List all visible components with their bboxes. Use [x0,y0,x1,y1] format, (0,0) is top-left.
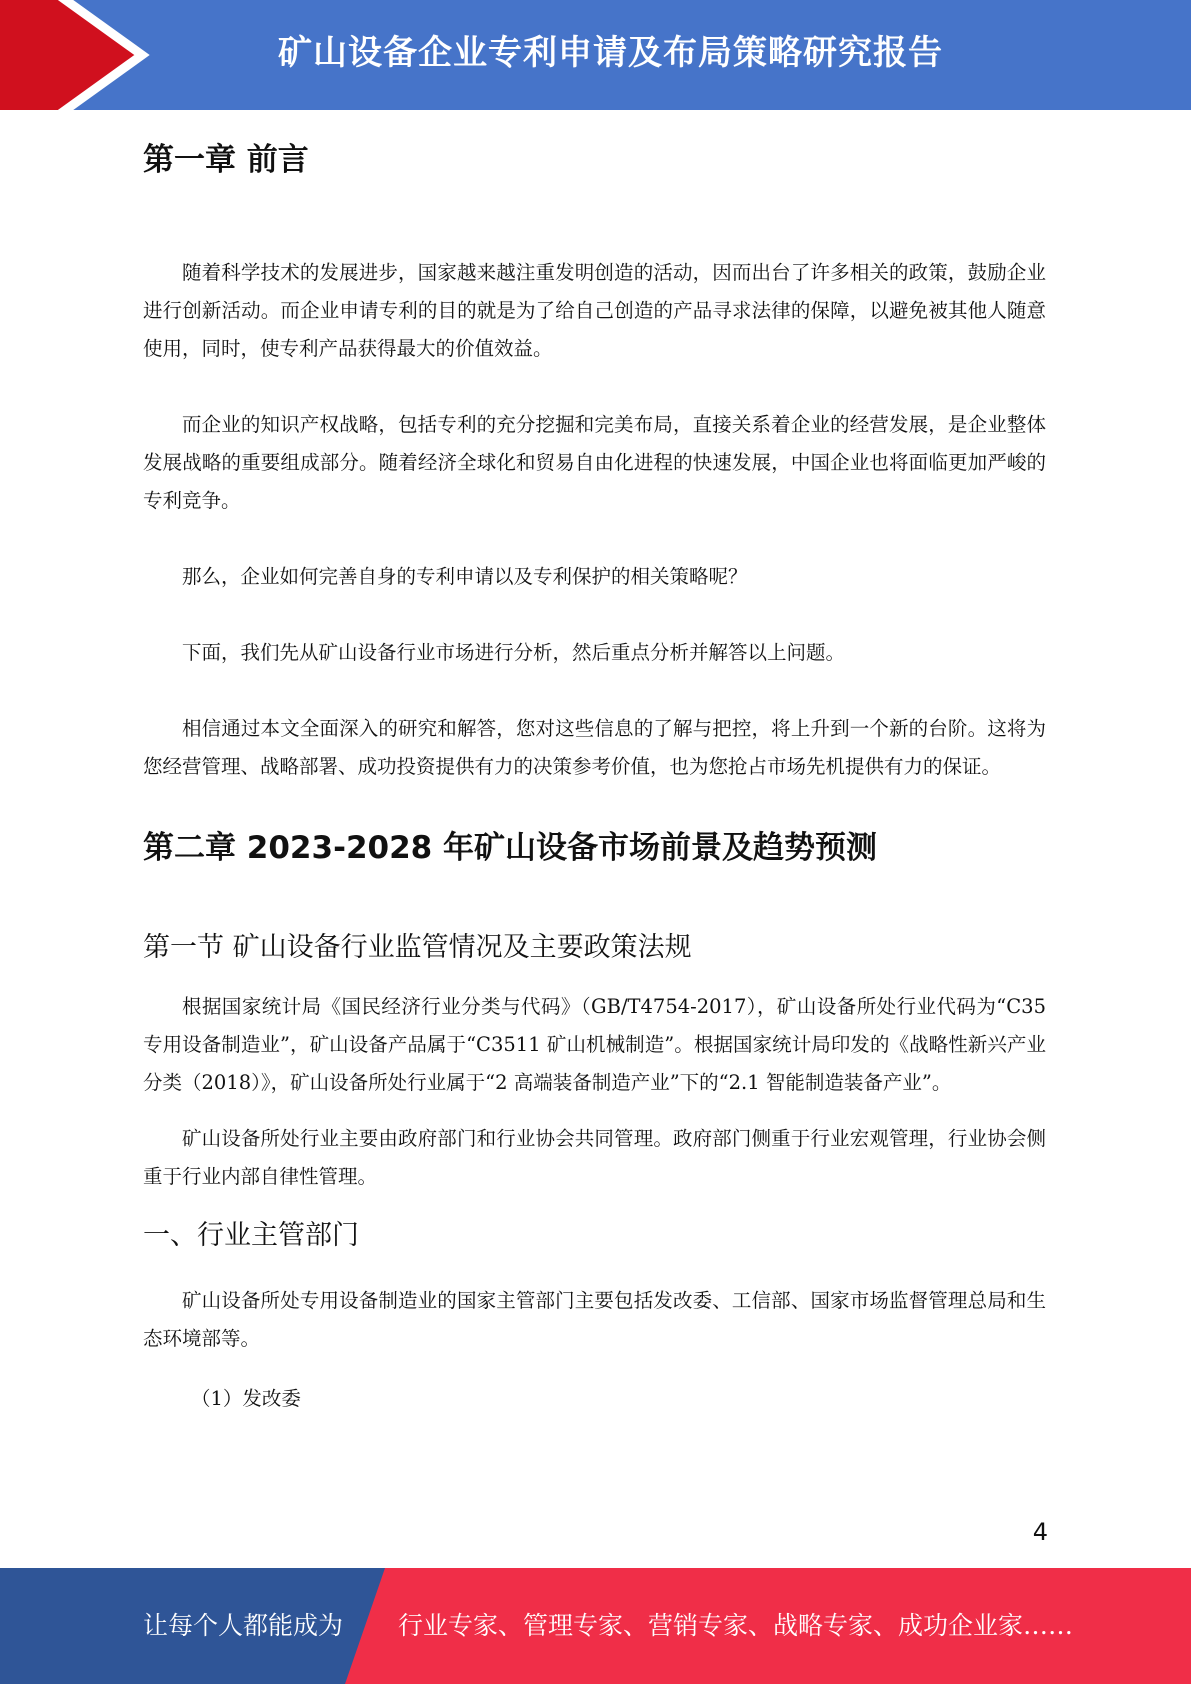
section-1-title: 第一节 矿山设备行业监管情况及主要政策法规 [143,932,692,963]
list-item: （1）发改委 [191,1387,301,1410]
paragraph: 根据国家统计局《国民经济行业分类与代码》（GB/T4754-2017），矿山设备所处行业代码为“C35 专用设备制造业”，矿山设备产品属于“C3511 矿山机械制造”。根据国家统计局印发的《战略性新兴产业分类（2018）》，矿山设备所处行业属于“2 高端装备制造产业”下的“2.1 智能制造装备产业”。 [143,995,1046,1094]
document-body [143,138,1046,1418]
paragraph: 下面，我们先从矿山设备行业市场进行分析，然后重点分析并解答以上问题。 [182,641,846,664]
report-title: 矿山设备企业专利申请及布局策略研究报告 [278,33,943,73]
paragraph: 而企业的知识产权战略，包括专利的充分挖掘和完美布局，直接关系着企业的经营发展，是企业整体发展战略的重要组成部分。随着经济全球化和贸易自由化进程的快速发展，中国企业也将面临更加严峻的专利竞争。 [143,413,1046,512]
footer-slogan-left: 让每个人都能成为 [143,1611,344,1640]
header-banner [0,0,1191,110]
page-number: 4 [1032,1518,1048,1546]
chapter-2-title: 第二章 2023-2028 年矿山设备市场前景及趋势预测 [143,830,878,866]
subsection-1-title: 一、行业主管部门 [143,1220,359,1251]
paragraph: 随着科学技术的发展进步，国家越来越注重发明创造的活动，因而出台了许多相关的政策，鼓励企业进行创新活动。而企业申请专利的目的就是为了给自己创造的产品寻求法律的保障，以避免被其他人随意使用，同时，使专利产品获得最大的价值效益。 [143,261,1046,360]
footer-banner [0,1568,1191,1684]
paragraph: 相信通过本文全面深入的研究和解答，您对这些信息的了解与把控，将上升到一个新的台阶。这将为您经营管理、战略部署、成功投资提供有力的决策参考价值，也为您抢占市场先机提供有力的保证。 [143,717,1046,778]
footer-slogan-right: 行业专家、管理专家、营销专家、战略专家、成功企业家…… [398,1611,1074,1640]
paragraph: 那么，企业如何完善自身的专利申请以及专利保护的相关策略呢？ [182,565,748,588]
paragraph: 矿山设备所处行业主要由政府部门和行业协会共同管理。政府部门侧重于行业宏观管理，行业协会侧重于行业内部自律性管理。 [143,1127,1046,1188]
chapter-1-title: 第一章 前言 [143,142,309,178]
paragraph: 矿山设备所处专用设备制造业的国家主管部门主要包括发改委、工信部、国家市场监督管理总局和生态环境部等。 [143,1289,1046,1350]
